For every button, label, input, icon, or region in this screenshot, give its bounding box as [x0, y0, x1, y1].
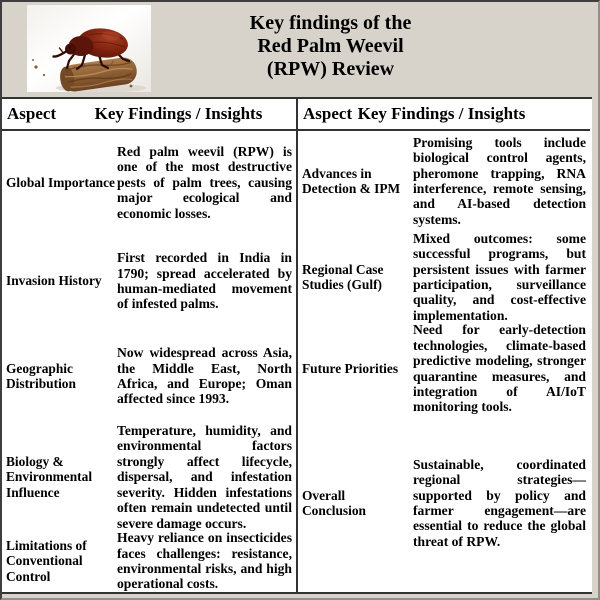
table-header-row: [298, 99, 590, 131]
findings-table: [2, 97, 592, 594]
table-row: [2, 424, 296, 530]
aspect-cell: Biology & Environmental Influence: [6, 453, 93, 500]
title-line: Key findings of the: [249, 12, 412, 34]
aspect-cell: Advances in Detection & IPM: [302, 165, 401, 196]
table-header-row: [2, 99, 296, 131]
aspect-cell: Invasion History: [6, 273, 102, 289]
table-body-left: [2, 131, 296, 592]
column-header-findings: Key Findings / Insights: [357, 104, 526, 123]
table-row: [2, 131, 296, 234]
weevil-photo: [27, 5, 151, 92]
table-row: [298, 414, 590, 592]
findings-cell: Now widespread across Asia, the Middle East, North Africa, and Europe; Oman affected since 1993.: [117, 345, 292, 407]
table-row: [298, 231, 590, 323]
aspect-cell: Overall Conclusion: [302, 487, 366, 518]
table-body-right: [298, 131, 590, 592]
header: [2, 2, 598, 97]
page-title: [151, 2, 598, 81]
findings-cell: First recorded in India in 1790; spread accelerated by human-mediated movement of infested palms.: [117, 250, 292, 312]
column-header-aspect: Aspect: [303, 104, 353, 123]
aspect-cell: Geographic Distribution: [6, 360, 76, 391]
title-line: Red Palm Weevil: [257, 35, 404, 57]
table-row: [2, 234, 296, 328]
table-row: [298, 323, 590, 414]
table-row: [2, 530, 296, 592]
aspect-cell: Global Importance: [6, 174, 115, 190]
findings-cell: Red palm weevil (RPW) is one of the most destructive pests of palm trees, causing major ecological and economic losses.: [117, 143, 292, 221]
table-left-half: [2, 99, 296, 592]
aspect-cell: Future Priorities: [302, 360, 399, 376]
table-right-half: [296, 99, 590, 592]
findings-cell: Temperature, humidity, and environmental factors strongly affect lifecycle, dispersal, and infestation severity. Hidden infestations often remain undetected until severe damage occurs.: [117, 423, 292, 531]
red-palm-weevil-image: [27, 5, 151, 92]
findings-cell: Heavy reliance on insecticides faces challenges: resistance, environmental risks, and high operational costs.: [117, 530, 292, 592]
table-row: [2, 328, 296, 424]
column-header-aspect: Aspect: [7, 104, 57, 123]
aspect-cell: Limitations of Conventional Control: [6, 537, 87, 584]
title-line: (RPW) Review: [266, 58, 395, 80]
findings-cell: Need for early-detection technologies, climate-based predictive modeling, stronger quarantine measures, and integration of AI/IoT monitoring tools.: [413, 322, 586, 415]
table-row: [298, 131, 590, 231]
aspect-cell: Regional Case Studies (Gulf): [302, 261, 384, 292]
column-header-findings: Key Findings / Insights: [94, 104, 263, 123]
findings-cell: Mixed outcomes: some successful programs, but persistent issues with farmer participation, surveillance quality, and cost-effective implementation.: [413, 230, 586, 323]
findings-cell: Sustainable, coordinated regional strategies—supported by policy and farmer engagement—are essential to reduce the global threat of RPW.: [413, 456, 586, 549]
findings-cell: Promising tools include biological control agents, pheromone trapping, RNA interference, remote sensing, and AI-based detection systems.: [413, 134, 586, 227]
